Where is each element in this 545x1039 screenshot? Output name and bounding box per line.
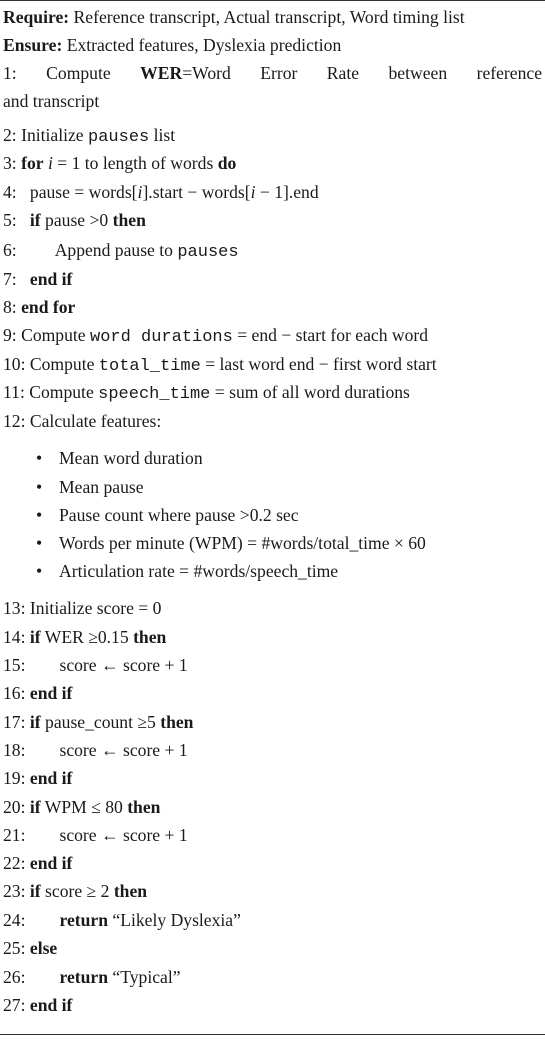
- then-keyword: then: [133, 627, 167, 647]
- step-1-pre: Compute: [46, 63, 111, 83]
- step-10-post: = last word end − first word start: [200, 354, 437, 374]
- feature-label: Words per minute (WPM) = #words/total_time × 60: [59, 533, 426, 553]
- step-9: [3, 325, 541, 348]
- step-9-pre: Compute: [21, 325, 90, 345]
- return-value: “Likely Dyslexia”: [108, 910, 241, 930]
- step-number: 16:: [3, 683, 26, 703]
- bullet: •: [36, 505, 43, 525]
- step-number: 9:: [3, 325, 17, 345]
- ensure-label: Ensure:: [3, 35, 63, 55]
- step-4: [3, 182, 541, 202]
- index-var: i: [47, 153, 53, 173]
- step-2: [3, 125, 541, 148]
- wer-keyword: WER: [140, 63, 183, 83]
- step-15: [3, 655, 541, 675]
- step-13-text: Initialize score = 0: [29, 598, 162, 618]
- step-number: 6:: [3, 240, 17, 260]
- step-number: 17:: [3, 712, 26, 732]
- if-keyword: if: [29, 712, 41, 732]
- step-13: [3, 598, 541, 618]
- equals-sign: =: [182, 63, 193, 83]
- bottom-rule: [0, 1034, 545, 1035]
- if-keyword: if: [29, 881, 41, 901]
- step-number: 21:: [3, 825, 26, 845]
- require-line: [3, 7, 541, 27]
- step-10-pre: Compute: [29, 354, 99, 374]
- step-5-mid: pause >0: [40, 210, 113, 230]
- step-number: 22:: [3, 853, 26, 873]
- step-number: 27:: [3, 995, 26, 1015]
- step-3: [3, 153, 541, 173]
- step-number: 19:: [3, 768, 26, 788]
- pauses-var: pauses: [177, 243, 239, 262]
- end-for-keyword: end for: [21, 297, 76, 317]
- bullet: •: [36, 448, 43, 468]
- step-number: 26:: [3, 967, 26, 987]
- step-number: 1:: [3, 63, 17, 83]
- step-9-post: = end − start for each word: [232, 325, 429, 345]
- step-15-text: score ← score + 1: [59, 655, 188, 675]
- step-number: 3:: [3, 153, 17, 173]
- bullet: •: [36, 561, 43, 581]
- step-number: 14:: [3, 627, 26, 647]
- step-12-text: Calculate features:: [29, 411, 162, 431]
- step-23: [3, 881, 541, 901]
- end-if-keyword: end if: [29, 683, 73, 703]
- step-number: 20:: [3, 797, 26, 817]
- total-time-var: total_time: [98, 357, 201, 376]
- step-17: [3, 712, 541, 732]
- step-1: [3, 63, 542, 83]
- bullet: •: [36, 533, 43, 553]
- step-3-mid: = 1 to length of words: [52, 153, 218, 173]
- step-number: 10:: [3, 354, 26, 374]
- step-26: [3, 967, 541, 987]
- step-17-mid: pause_count ≥5: [40, 712, 161, 732]
- index-var: i: [250, 182, 256, 202]
- then-keyword: then: [112, 210, 146, 230]
- step-number: 25:: [3, 938, 26, 958]
- step-19: [3, 768, 541, 788]
- step-number: 8:: [3, 297, 17, 317]
- do-keyword: do: [217, 153, 237, 173]
- then-keyword: then: [127, 797, 161, 817]
- step-number: 23:: [3, 881, 26, 901]
- step-number: 13:: [3, 598, 26, 618]
- step-7: [3, 269, 541, 289]
- step-10: [3, 354, 541, 377]
- step-4-c: − 1].end: [255, 182, 319, 202]
- step-1-cont: and transcript: [3, 91, 100, 111]
- end-if-keyword: end if: [29, 995, 73, 1015]
- step-27: [3, 995, 541, 1015]
- step-24: [3, 910, 541, 930]
- step-23-mid: score ≥ 2: [40, 881, 114, 901]
- step-2-pre: Initialize: [21, 125, 89, 145]
- step-21-text: score ← score + 1: [59, 825, 188, 845]
- step-6-pre: Append pause to: [54, 240, 178, 260]
- step-5: [3, 210, 541, 230]
- step-4-a: pause = words[: [29, 182, 138, 202]
- step-22: [3, 853, 541, 873]
- if-keyword: if: [29, 627, 41, 647]
- pauses-var: pauses: [88, 128, 150, 147]
- bullet: •: [36, 477, 43, 497]
- ensure-text: Extracted features, Dyslexia prediction: [62, 35, 342, 55]
- step-18-text: score ← score + 1: [59, 740, 188, 760]
- then-keyword: then: [113, 881, 148, 901]
- step-number: 18:: [3, 740, 26, 760]
- end-if-keyword: end if: [29, 768, 73, 788]
- require-text: Reference transcript, Actual transcript, Word timing list: [69, 7, 465, 27]
- step-14: [3, 627, 541, 647]
- step-16: [3, 683, 541, 703]
- step-12: [3, 411, 541, 431]
- return-keyword: return: [59, 967, 109, 987]
- top-rule: [0, 0, 545, 1]
- step-20-mid: WPM ≤ 80: [40, 797, 128, 817]
- return-value: “Typical”: [108, 967, 181, 987]
- step-1-continuation: [3, 91, 541, 111]
- feature-label: Mean pause: [59, 477, 144, 497]
- end-if-keyword: end if: [29, 269, 73, 289]
- for-keyword: for: [21, 153, 44, 173]
- step-number: 11:: [3, 382, 25, 402]
- return-keyword: return: [59, 910, 109, 930]
- require-label: Require:: [3, 7, 70, 27]
- step-11-pre: Compute: [29, 382, 99, 402]
- else-keyword: else: [29, 938, 58, 958]
- end-if-keyword: end if: [29, 853, 73, 873]
- feature-label: Pause count where pause >0.2 sec: [59, 505, 299, 525]
- step-4-b: ].start − words[: [142, 182, 251, 202]
- step-2-post: list: [149, 125, 176, 145]
- step-18: [3, 740, 541, 760]
- step-6: [3, 240, 541, 263]
- step-11-post: = sum of all word durations: [210, 382, 410, 402]
- step-25: [3, 938, 541, 958]
- then-keyword: then: [160, 712, 194, 732]
- if-keyword: if: [29, 797, 41, 817]
- step-8: [3, 297, 541, 317]
- feature-label: Mean word duration: [59, 448, 203, 468]
- step-number: 7:: [3, 269, 17, 289]
- step-1-text: Word Error Rate between reference: [192, 63, 543, 83]
- step-number: 15:: [3, 655, 26, 675]
- step-number: 5:: [3, 210, 17, 230]
- step-number: 24:: [3, 910, 26, 930]
- feature-label: Articulation rate = #words/speech_time: [59, 561, 339, 581]
- step-number: 2:: [3, 125, 17, 145]
- step-11: [3, 382, 541, 405]
- step-number: 12:: [3, 411, 26, 431]
- index-var: i: [137, 182, 143, 202]
- if-keyword: if: [29, 210, 41, 230]
- word-durations-var: word durations: [90, 328, 233, 347]
- ensure-line: [3, 35, 541, 55]
- step-14-mid: WER ≥0.15: [40, 627, 134, 647]
- speech-time-var: speech_time: [98, 385, 211, 404]
- step-number: 4:: [3, 182, 17, 202]
- step-21: [3, 825, 541, 845]
- step-20: [3, 797, 541, 817]
